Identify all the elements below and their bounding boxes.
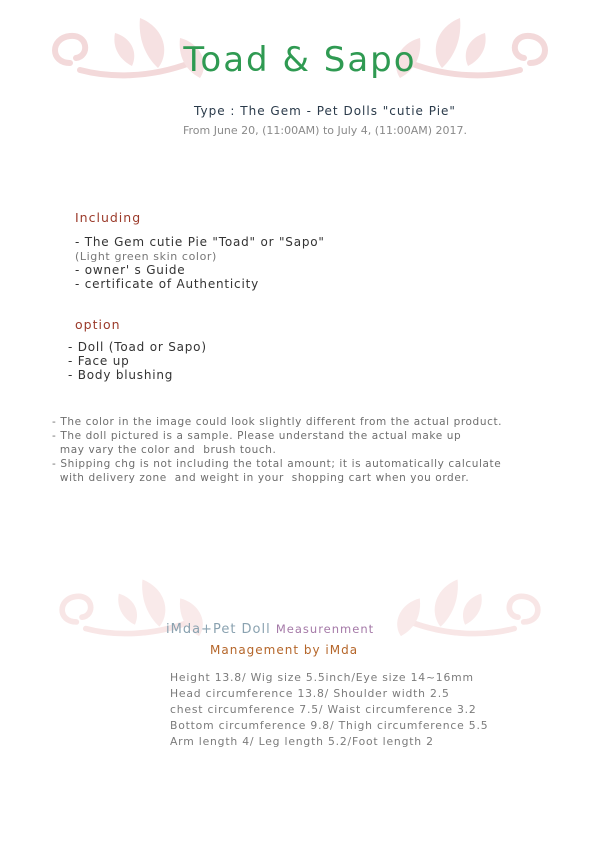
measurement-line: Height 13.8/ Wig size 5.5inch/Eye size 14~16mm: [170, 671, 474, 684]
option-heading: option: [75, 317, 121, 332]
note-line: - Shipping chg is not including the total amount; it is automatically calculate: [52, 458, 502, 470]
including-item: - The Gem cutie Pie "Toad" or "Sapo": [75, 235, 325, 249]
product-type: Type : The Gem - Pet Dolls "cutie Pie": [194, 104, 456, 118]
measurement-title-main: iMda+Pet Doll: [166, 622, 276, 637]
measurement-title-small: Measurenment: [275, 622, 375, 636]
including-heading: Including: [75, 210, 142, 225]
note-line: - The doll pictured is a sample. Please understand the actual make up: [52, 430, 462, 442]
option-item: - Body blushing: [68, 368, 174, 382]
including-item: - owner' s Guide: [75, 263, 186, 277]
measurement-subtitle: Management by iMda: [210, 643, 359, 657]
note-line: - The color in the image could look slightly different from the actual product.: [52, 416, 503, 428]
measurement-line: Head circumference 13.8/ Shoulder width 2.5: [170, 687, 450, 700]
measurement-line: chest circumference 7.5/ Waist circumference 3.2: [170, 703, 477, 716]
option-item: - Face up: [68, 354, 130, 368]
measurement-line: Bottom circumference 9.8/ Thigh circumference 5.5: [170, 719, 489, 732]
including-item: - certificate of Authenticity: [75, 277, 259, 291]
page-title: Toad & Sapo: [183, 40, 417, 80]
note-line: may vary the color and brush touch.: [52, 444, 277, 456]
measurement-title: [166, 622, 374, 637]
including-item-note: (Light green skin color): [75, 250, 217, 263]
floral-ornament-bottom-left: [48, 570, 218, 655]
sale-period: From June 20, (11:00AM) to July 4, (11:00AM) 2017.: [182, 124, 468, 137]
option-item: - Doll (Toad or Sapo): [68, 340, 207, 354]
measurement-line: Arm length 4/ Leg length 5.2/Foot length 2: [170, 735, 434, 748]
floral-ornament-bottom-right: [382, 570, 552, 655]
note-line: with delivery zone and weight in your shopping cart when you order.: [52, 472, 470, 484]
